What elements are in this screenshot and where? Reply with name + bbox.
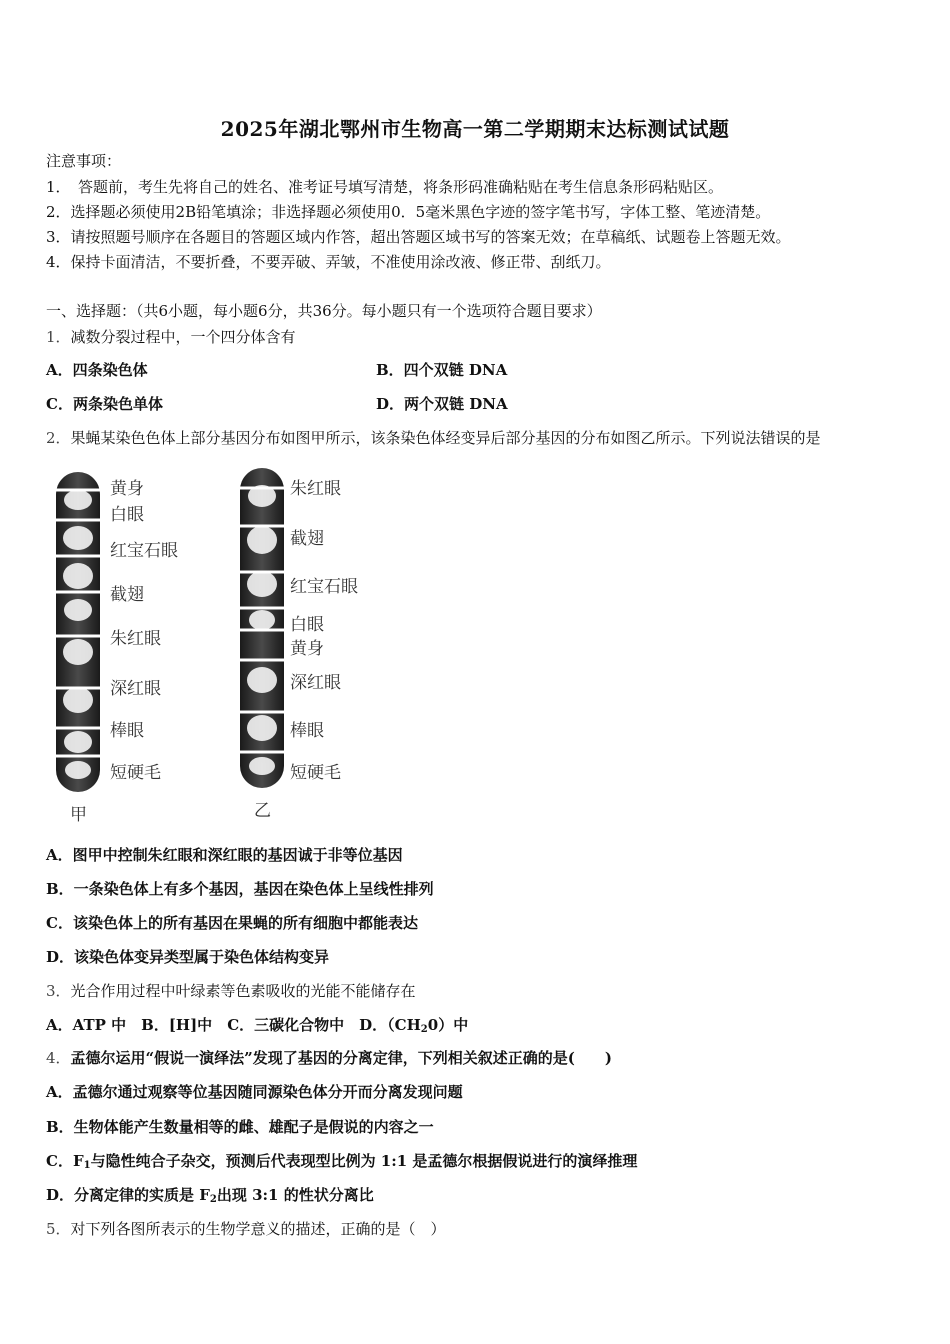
- q3-options: [46, 1015, 468, 1040]
- question-stem: 光合作用过程中叶绿素等色素吸收的光能不能储存在: [70, 982, 416, 1000]
- gene-label: 深红眼: [290, 673, 341, 693]
- gene-label: 红宝石眼: [110, 541, 178, 561]
- question-2: [46, 428, 821, 448]
- figure-label-jia: 甲: [70, 805, 87, 825]
- chromosome-figure: [40, 460, 460, 830]
- gene-label: 棒眼: [110, 721, 144, 741]
- question-number: 3．: [46, 982, 71, 1000]
- gene-label: 短硬毛: [110, 763, 161, 783]
- gene-label: 深红眼: [110, 679, 161, 699]
- chromosome-yi: [240, 468, 284, 788]
- question-4: [46, 1048, 612, 1068]
- notice-item-2: 2．选择题必须使用2B铅笔填涂；非选择题必须使用0．5毫米黑色字迹的签字笔书写，字体工整、笔迹清楚。: [46, 203, 771, 221]
- q1-option-a: A．四条染色体: [46, 361, 148, 379]
- gene-label: 白眼: [290, 615, 324, 635]
- gene-label: 黄身: [290, 639, 324, 659]
- q2-option-a: A．图甲中控制朱红眼和深红眼的基因诚于非等位基因: [46, 846, 403, 864]
- gene-label: 朱红眼: [290, 479, 341, 499]
- q2-option-b: B．一条染色体上有多个基因，基因在染色体上呈线性排列: [46, 880, 434, 898]
- q4-option-c: C．$F_1$与隐性纯合子杂交，预测后代表现型比例为 1:1 是孟德尔根据假说进行的演绎推理: [46, 1152, 638, 1171]
- q2-option-c: C．该染色体上的所有基因在果蝇的所有细胞中都能表达: [46, 914, 418, 932]
- question-1: [46, 327, 296, 347]
- chromosome-jia: [56, 472, 100, 792]
- q4-option-d: D．分离定律的实质是 $F_2$出现 3:1 的性状分离比: [46, 1186, 374, 1205]
- gene-label: 白眼: [110, 505, 144, 525]
- gene-label: 截翅: [110, 585, 144, 605]
- question-stem: 减数分裂过程中，一个四分体含有: [70, 328, 296, 346]
- figure-label-yi: 乙: [254, 801, 271, 821]
- question-stem: 对下列各图所表示的生物学意义的描述，正确的是（ ）: [70, 1220, 446, 1238]
- section-heading: 一、选择题：（共6小题，每小题6分，共36分。每小题只有一个选项符合题目要求）: [46, 302, 602, 320]
- gene-label: 黄身: [110, 479, 144, 499]
- q3-option-c: C．三碳化合物中: [227, 1016, 345, 1034]
- gene-label: 截翅: [290, 529, 324, 549]
- notice-item-3: 3．请按照题号顺序在各题目的答题区域内作答，超出答题区域书写的答案无效；在草稿纸、试题卷上答题无效。: [46, 228, 791, 246]
- question-stem: 孟德尔运用“假说一演绎法”发现了基因的分离定律，下列相关叙述正确的是( ): [70, 1049, 613, 1067]
- q1-option-c: C．两条染色单体: [46, 395, 163, 413]
- notice-item-1: 1． 答题前，考生先将自己的姓名、准考证号填写清楚，将条形码准确粘贴在考生信息条形码粘贴区。: [46, 178, 724, 196]
- q4-option-b: B．生物体能产生数量相等的雌、雄配子是假说的内容之一: [46, 1118, 434, 1136]
- q3-option-b: B．[H]中: [141, 1016, 213, 1034]
- notice-item-4: 4．保持卡面清洁，不要折叠，不要弄破、弄皱，不准使用涂改液、修正带、刮纸刀。: [46, 253, 611, 271]
- question-3: [46, 981, 416, 1001]
- gene-label: 棒眼: [290, 721, 324, 741]
- gene-label: 朱红眼: [110, 629, 161, 649]
- q1-option-d: D．两个双链 DNA: [376, 395, 508, 413]
- q2-option-d: D．该染色体变异类型属于染色体结构变异: [46, 948, 330, 966]
- gene-label: 短硬毛: [290, 763, 341, 783]
- gene-label: 红宝石眼: [290, 577, 358, 597]
- chromosome-diagram: [40, 460, 460, 830]
- q4-option-a: A．孟德尔通过观察等位基因随同源染色体分开而分离发现问题: [46, 1083, 463, 1101]
- question-5: [46, 1219, 446, 1239]
- question-stem: 果蝇某染色色体上部分基因分布如图甲所示，该条染色体经变异后部分基因的分布如图乙所示。下列说法错误的是: [70, 429, 821, 447]
- question-number: 2．: [46, 429, 71, 447]
- question-number: 1．: [46, 328, 71, 346]
- question-number: 4．: [46, 1049, 71, 1067]
- question-number: 5．: [46, 1220, 71, 1238]
- q3-option-d: D．$(CH_20)$中: [359, 1016, 469, 1035]
- notice-heading: 注意事项：: [46, 152, 122, 170]
- q1-option-b: B．四个双链 DNA: [376, 361, 508, 379]
- page-title: 2025年湖北鄂州市生物高一第二学期期末达标测试试题: [220, 117, 730, 141]
- q3-option-a: A．ATP 中: [46, 1016, 127, 1034]
